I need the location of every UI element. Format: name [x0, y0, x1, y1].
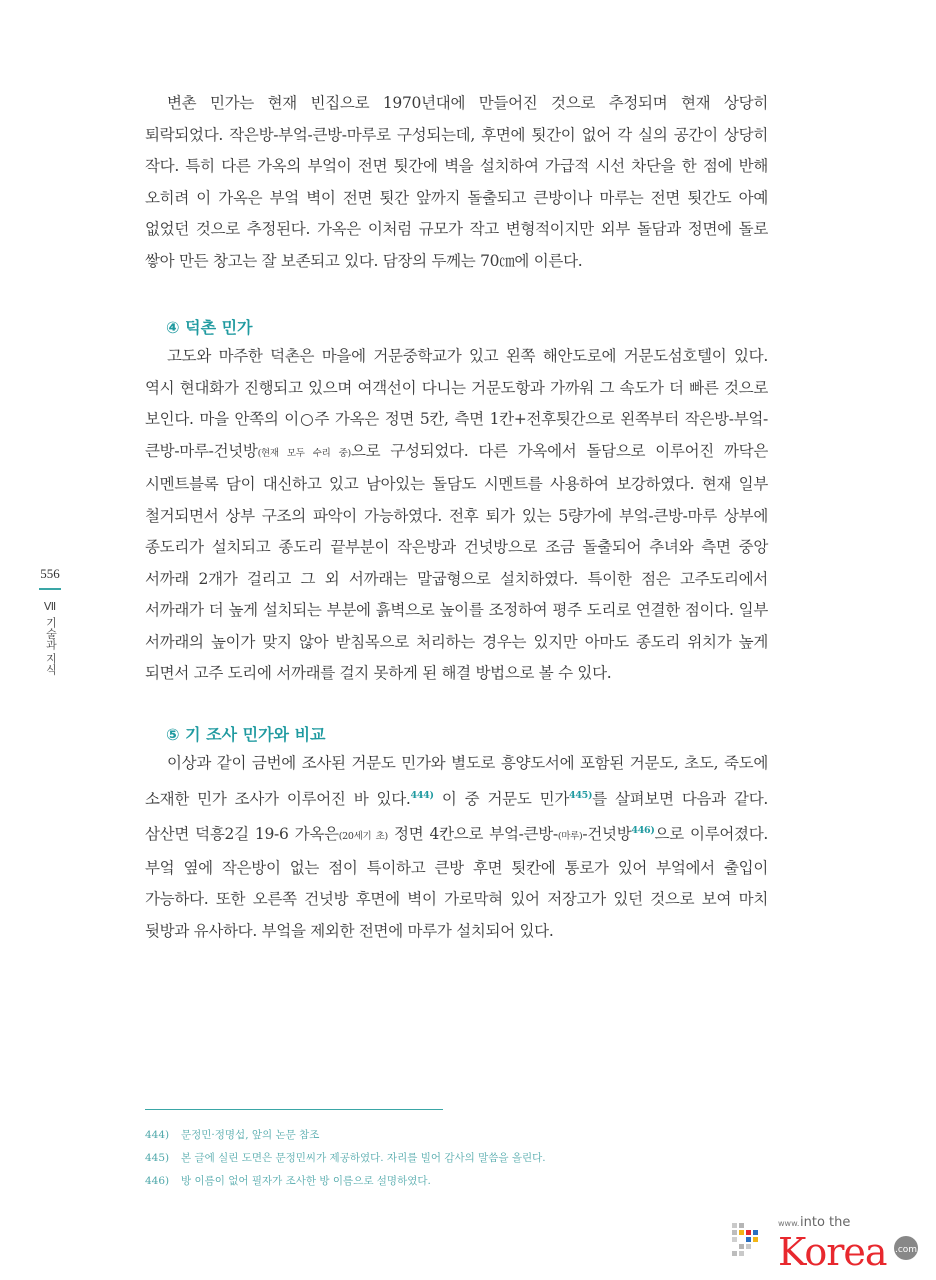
section-5-text-a: 이상과 같이 금번에 조사된 거문도 민가와 별도로 흥양도서에 포함된 거문도, 초도, 죽도에 소재한 민가 조사가 이루어진 바 있다. — [145, 754, 768, 808]
section-5-text-f: 으로 이루어졌다. 부엌 옆에 작은방이 없는 점이 특이하고 큰방 후면 툇칸에 통로가 있어 부엌에서 출입이 가능하다. 또한 오른쪽 건넛방 후면에 벽이 가로막혀 있어 저장고가 있던 것으로 보여 마치 뒷방과 유사하다. 부엌을 제외한 전면에 마루가 설치되어 있다. — [145, 825, 769, 940]
logo-graphic — [730, 1213, 920, 1273]
footnote-text: 문정민·정명섭, 앞의 논문 참조 — [181, 1129, 320, 1141]
footnote-text: 본 글에 실린 도면은 문정민씨가 제공하였다. 자리를 빌어 감사의 말씀을 올린다. — [181, 1152, 546, 1164]
section-4-text-a: 고도와 마주한 덕촌은 마을에 거문중학교가 있고 왼쪽 해안도로에 거문도섬호텔이 있다. 역시 현대화가 진행되고 있으며 여객선이 다니는 거문도항과 가까워 그 속도가 더 빠른 것으로 보인다. 마을 안쪽의 이○주 가옥은 정면 5칸, 측면 1칸+전후툇간으로 왼쪽부터 작은방-부엌-큰방-마루-건넛방 — [145, 347, 768, 460]
logo-pixel-icon — [732, 1223, 758, 1256]
section-4-heading: ④ 덕촌 민가 — [166, 318, 253, 337]
intro-paragraph-block — [145, 88, 768, 277]
intro-text: 변촌 민가는 현재 빈집으로 1970년대에 만들어진 것으로 추정되며 현재 상당히 퇴락되었다. 작은방-부엌-큰방-마루로 구성되는데, 후면에 툇간이 없어 각 실의 공간이 상당히 작다. 특히 다른 가옥의 부엌이 전면 툇간에 벽을 설치하여 가급적 시선 차단을 한 점에 반해 오히려 이 가옥은 부엌 벽이 전면 툇간 앞까지 돌출되고 큰방이나 마루는 전면 툇간도 아예 없었던 것으로 추정된다. 가옥은 이처럼 규모가 작고 변형적이지만 외부 돌담과 정면에 돌로 쌓아 만든 창고는 잘 보존되고 있다. 담장의 두께는 70㎝에 이른다. — [145, 94, 768, 270]
section-5-text-c: 를 살펴보면 다음과 같다. 삼산면 덕흥2길 19-6 가옥은 — [145, 789, 768, 844]
section-5-note-maru: (마루) — [557, 831, 583, 843]
footnote-ref-444[interactable]: 444) — [410, 789, 434, 801]
page-number: 556 — [40, 566, 60, 581]
section-5-text-d: 정면 4칸으로 부엌-큰방- — [387, 825, 558, 844]
intro-paragraph — [145, 88, 768, 277]
footnote-445 — [145, 1147, 785, 1170]
chapter-number: Ⅶ — [43, 601, 57, 613]
sidebar-divider — [39, 588, 61, 590]
logo-dotcom: .com — [894, 1245, 918, 1255]
footnote-number: 444) — [145, 1129, 170, 1141]
footnote-text: 방 이름이 없어 필자가 조사한 방 이름으로 설명하였다. — [181, 1175, 431, 1187]
logo-korea: Korea — [778, 1230, 887, 1273]
section-5-heading: ⑤ 기 조사 민가와 비교 — [166, 725, 326, 744]
section-4-paragraph — [145, 341, 768, 690]
section-5-paragraph — [145, 748, 768, 947]
logo-www: www. — [778, 1219, 800, 1228]
section-4-text-b: 으로 구성되었다. 다른 가옥에서 돌담으로 이루어진 까닥은 시멘트블록 담이 대신하고 있고 남아있는 돌담도 시멘트를 사용하여 보강하였다. 현재 일부 철거되면서 상부 구조의 파악이 가능하였다. 전후 퇴가 있는 5량가에 부엌-큰방-마루 상부에 종도리가 설치되고 종도리 끝부분이 작은방과 건넛방으로 조금 돌출되어 추녀와 측면 중앙 서까래 2개가 걸리고 그 외 서까래는 말굽형으로 설치하였다. 특이한 점은 고주도리에서 서까래가 더 높게 설치되는 부분에 흙벽으로 높이를 조정하여 평주 도리로 연결한 점이다. 일부 서까래의 높이가 맞지 않아 받침목으로 처리하는 경우는 있지만 아마도 종도리 위치가 높게 되면서 고주 도리에 서까래를 걸지 못하게 된 해결 방법으로 볼 수 있다. — [145, 441, 768, 682]
section-5-text-b: 이 중 거문도 민가 — [433, 789, 570, 808]
section-4-block — [145, 341, 768, 690]
intothekorea-logo[interactable] — [730, 1213, 920, 1273]
footnote-446 — [145, 1170, 785, 1193]
footnote-ref-446[interactable]: 446) — [631, 825, 655, 837]
footnote-number: 446) — [145, 1175, 170, 1187]
footnote-ref-445[interactable]: 445) — [569, 789, 593, 801]
section-5-text-e: -건넛방 — [582, 825, 632, 844]
page-sidebar — [36, 566, 64, 675]
chapter-title: 기술과 지식 — [44, 617, 57, 675]
footnotes — [145, 1124, 785, 1193]
footnote-divider — [145, 1109, 443, 1110]
footnote-444 — [145, 1124, 785, 1147]
footnote-number: 445) — [145, 1152, 170, 1164]
section-5-block — [145, 748, 768, 947]
section-4-note: (현재 모두 수리 중) — [257, 447, 351, 459]
section-5-note-date: (20세기 초) — [338, 831, 388, 843]
logo-into-the: into the — [800, 1215, 851, 1230]
